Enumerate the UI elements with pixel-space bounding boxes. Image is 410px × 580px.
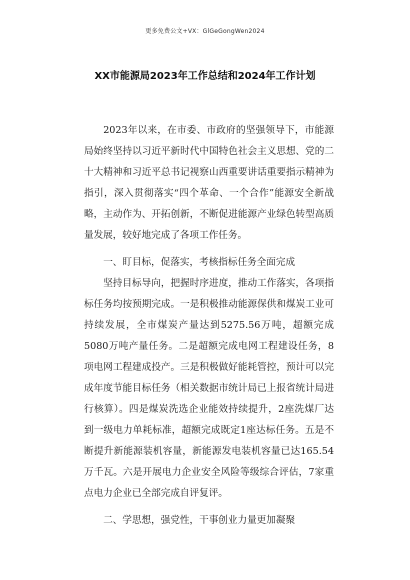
section-2-heading: 二、学思想，强党性，干事创业力量更加凝聚 xyxy=(103,515,296,526)
header-note: 更多免费公文+VX：GlGeGongWen2024 xyxy=(145,28,265,35)
section-1-heading: 一、盯目标，促落实，考核指标任务全面完成 xyxy=(103,257,296,268)
document-body xyxy=(84,120,334,531)
intro-paragraph: 2023年以来，在市委、市政府的坚强领导下，市能源局始终坚持以习近平新时代中国特色社会主义思想、党的二十大精神和习近平总书记视察山西重要讲话重要指示精神为指引，深入贯彻落实“四个革命、一个合作”能源安全新战略，主动作为、开拓创新，不断促进能源产业绿色转型高质量发展，较好地完成了各项工作任务。 xyxy=(84,125,334,241)
document-title: XX市能源局2023年工作总结和2024年工作计划 xyxy=(94,71,316,82)
section-1-paragraph: 坚持目标导向，把握时序进度，推动工作落实，各项指标任务均按预期完成。一是积极推动能源保供和煤炭工业可持续发展，全市煤炭产量达到5275.56万吨，超额完成5080万吨产量任务。二是超额完成电网工程建设任务，8项电网工程建成投产。三是积极做好能耗管控，预计可以完成年度节能目标任务（相关数据市统计局已上报省统计局进行核算）。四是煤炭洗选企业能效持续提升，2座洗煤厂达到一级电力单耗标准，超额完成既定1座达标任务。五是不断提升新能源装机容量，新能源发电装机容量已达165.54万千瓦。六是开展电力企业安全风险等级综合评估，7家重点电力企业已全部完成自评复评。 xyxy=(84,278,334,499)
